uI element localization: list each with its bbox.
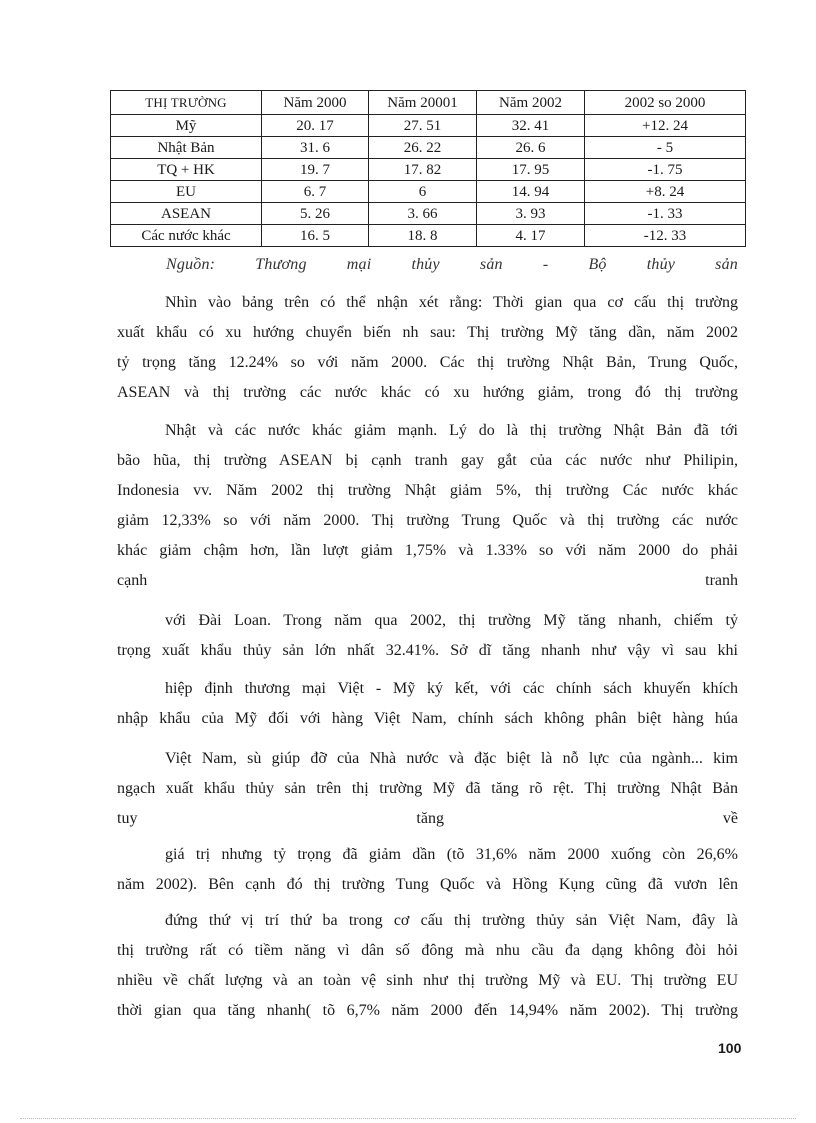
value-cell: 17. 82 (369, 159, 477, 181)
market-name-cell: Mỹ (111, 115, 262, 137)
paragraph-line: tuy tăng về (117, 810, 738, 827)
page-number: 100 (718, 1040, 742, 1056)
value-cell: 16. 5 (262, 225, 369, 247)
table-header-cell: THỊ TRƯỜNG (111, 91, 262, 115)
table-row (111, 203, 746, 225)
paragraph-line: năm 2002). Bên cạnh đó thị trường Tung Quốc và Hồng Kụng cũng đã vươn lên (117, 876, 738, 893)
paragraph-line: Việt Nam, sù giúp đỡ của Nhà nước và đặc biệt là nỗ lực của ngành... kim (165, 750, 738, 767)
value-cell: 26. 22 (369, 137, 477, 159)
paragraph-line: giảm 12,33% so với năm 2000. Thị trường Trung Quốc và thị trường các nước (117, 512, 738, 529)
table-row (111, 115, 746, 137)
body-paragraph (117, 416, 738, 596)
market-name-cell: ASEAN (111, 203, 262, 225)
value-cell: 5. 26 (262, 203, 369, 225)
paragraph-line: thị trường rất có tiềm năng vì dân số đông mà nhu cầu đa dạng không đòi hỏi (117, 942, 738, 959)
value-cell: 20. 17 (262, 115, 369, 137)
value-cell: +8. 24 (585, 181, 746, 203)
body-paragraph (117, 906, 738, 1026)
table-header-row (111, 91, 746, 115)
paragraph-line: Indonesia vv. Năm 2002 thị trường Nhật giảm 5%, thị trường Các nước khác (117, 482, 738, 499)
value-cell: +12. 24 (585, 115, 746, 137)
market-name-cell: Nhật Bản (111, 137, 262, 159)
value-cell: 6 (369, 181, 477, 203)
table-header-cell: 2002 so 2000 (585, 91, 746, 115)
table-row (111, 181, 746, 203)
body-paragraph (117, 288, 738, 408)
table-row (111, 225, 746, 247)
body-paragraph (117, 744, 738, 834)
value-cell: -1. 33 (585, 203, 746, 225)
value-cell: 3. 66 (369, 203, 477, 225)
paragraph-line: hiệp định thương mại Việt - Mỹ ký kết, với các chính sách khuyến khích (165, 680, 738, 697)
value-cell: 27. 51 (369, 115, 477, 137)
paragraph-line: với Đài Loan. Trong năm qua 2002, thị trường Mỹ tăng nhanh, chiếm tỷ (165, 612, 738, 629)
paragraph-line: ASEAN và thị trường các nước khác có xu hướng giảm, trong đó thị trường (117, 384, 738, 401)
market-share-table (110, 90, 746, 247)
market-name-cell: TQ + HK (111, 159, 262, 181)
value-cell: 26. 6 (477, 137, 585, 159)
value-cell: 19. 7 (262, 159, 369, 181)
value-cell: 32. 41 (477, 115, 585, 137)
market-name-cell: Các nước khác (111, 225, 262, 247)
value-cell: 4. 17 (477, 225, 585, 247)
paragraph-line: bão hũa, thị trường ASEAN bị cạnh tranh gay gắt của các nước như Philipin, (117, 452, 738, 469)
value-cell: - 5 (585, 137, 746, 159)
value-cell: 3. 93 (477, 203, 585, 225)
paragraph-line: Nhìn vào bảng trên có thể nhận xét rằng: Thời gian qua cơ cấu thị trường (165, 294, 738, 311)
table-header-cell: Năm 2000 (262, 91, 369, 115)
table-header-cell: Năm 2002 (477, 91, 585, 115)
table-row (111, 159, 746, 181)
table-row (111, 137, 746, 159)
value-cell: -12. 33 (585, 225, 746, 247)
paragraph-line: tỷ trọng tăng 12.24% so với năm 2000. Các thị trường Nhật Bản, Trung Quốc, (117, 354, 738, 371)
paragraph-line: cạnh tranh (117, 572, 738, 589)
paragraph-line: thời gian qua tăng nhanh( tõ 6,7% năm 2000 đến 14,94% năm 2002). Thị trường (117, 1002, 738, 1019)
paragraph-line: Nhật và các nước khác giảm mạnh. Lý do là thị trường Nhật Bản đã tới (165, 422, 738, 439)
paragraph-line: khác giảm chậm hơn, lần lượt giảm 1,75% và 1.33% so với năm 2000 do phải (117, 542, 738, 559)
body-paragraph (117, 840, 738, 900)
paragraph-line: ngạch xuất khẩu thủy sản trên thị trường Mỹ đã tăng rõ rệt. Thị trường Nhật Bản (117, 780, 738, 797)
value-cell: 17. 95 (477, 159, 585, 181)
paragraph-line: nhiều về chất lượng và an toàn vệ sinh như thị trường Mỹ và EU. Thị trường EU (117, 972, 738, 989)
value-cell: 14. 94 (477, 181, 585, 203)
paragraph-line: trọng xuất khẩu thủy sản lớn nhất 32.41%. Sở dĩ tăng nhanh như vậy vì sau khi (117, 642, 738, 659)
paragraph-line: nhập khẩu của Mỹ đối với hàng Việt Nam, chính sách không phân biệt hàng húa (117, 710, 738, 727)
footer-divider (20, 1118, 796, 1119)
value-cell: 31. 6 (262, 137, 369, 159)
table-header-cell: Năm 20001 (369, 91, 477, 115)
market-name-cell: EU (111, 181, 262, 203)
value-cell: 18. 8 (369, 225, 477, 247)
paragraph-line: xuất khẩu có xu hướng chuyển biến nh sau: Thị trường Mỹ tăng dần, năm 2002 (117, 324, 738, 341)
table-source-caption: Nguồn: Thương mại thủy sản - Bộ thủy sản (166, 256, 738, 273)
value-cell: 6. 7 (262, 181, 369, 203)
paragraph-line: đứng thứ vị trí thứ ba trong cơ cấu thị trường thủy sản Việt Nam, đây là (165, 912, 738, 929)
value-cell: -1. 75 (585, 159, 746, 181)
body-paragraph (117, 674, 738, 734)
body-paragraph (117, 606, 738, 666)
paragraph-line: giá trị nhưng tỷ trọng đã giảm dần (tõ 31,6% năm 2000 xuống còn 26,6% (165, 846, 738, 863)
